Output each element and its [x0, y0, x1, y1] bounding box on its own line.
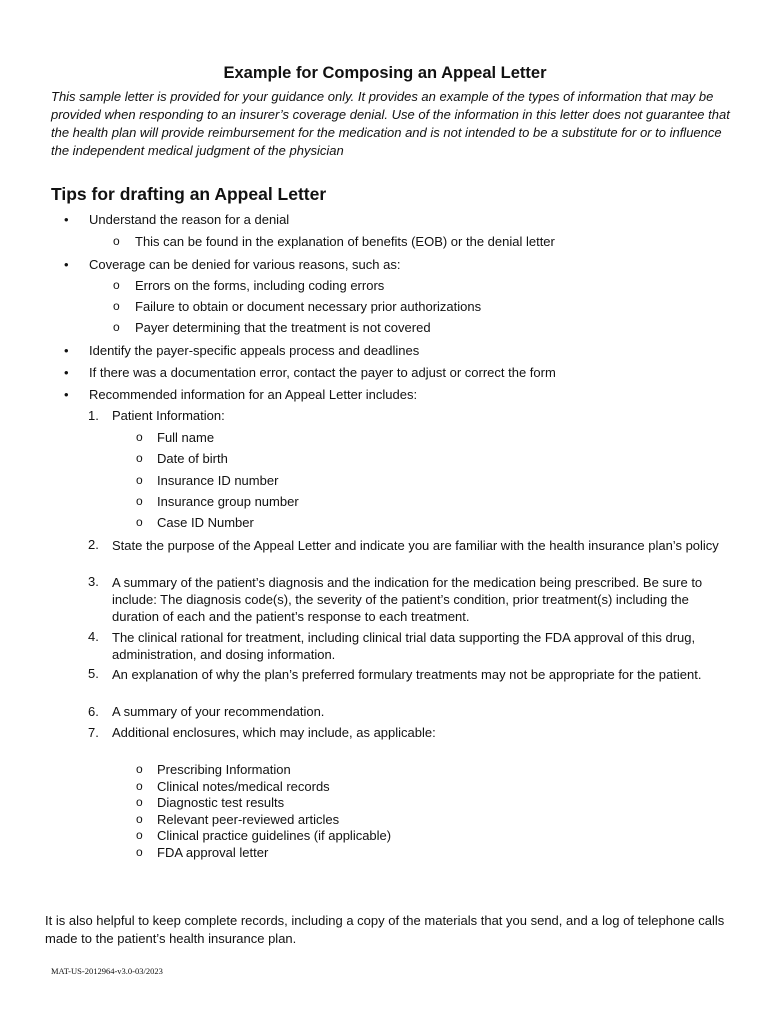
patient-info-item: Insurance group number: [157, 494, 299, 509]
sub-bullet-icon: o: [136, 430, 143, 444]
sub-bullet-icon: o: [136, 795, 143, 809]
numbered-item: Patient Information:: [112, 408, 225, 423]
sub-bullet-icon: o: [136, 845, 143, 859]
sub-bullet-icon: o: [113, 234, 120, 248]
list-number: 1.: [88, 408, 99, 423]
sub-bullet-icon: o: [136, 779, 143, 793]
tip-sub-item: Errors on the forms, including coding errors: [135, 278, 385, 293]
patient-info-item: Insurance ID number: [157, 473, 279, 488]
sub-bullet-icon: o: [136, 812, 143, 826]
list-number: 5.: [88, 666, 99, 681]
enclosure-item: Relevant peer-reviewed articles: [157, 812, 340, 827]
enclosure-item: Prescribing Information: [157, 762, 291, 777]
tip-sub-item: Payer determining that the treatment is not covered: [135, 320, 431, 335]
bullet-icon: •: [64, 365, 69, 380]
enclosure-item: Diagnostic test results: [157, 795, 285, 810]
tips-heading: Tips for drafting an Appeal Letter: [51, 184, 327, 204]
sub-bullet-icon: o: [113, 320, 120, 334]
numbered-item: The clinical rational for treatment, including clinical trial data supporting the FDA approval of this drug, administration, and dosing information.: [112, 630, 696, 662]
sub-bullet-icon: o: [113, 299, 120, 313]
tip-item: If there was a documentation error, contact the payer to adjust or correct the form: [89, 365, 556, 380]
tip-item: Identify the payer-specific appeals process and deadlines: [89, 343, 420, 358]
disclaimer-paragraph: This sample letter is provided for your guidance only. It provides an example of the types of information that may be provided when responding to an insurer’s coverage denial. Use of the information in this letter does not guarantee that the health plan will provide reimbursement for the medication and is not intended to be a substitute for or to influence the independent medical judgment of the physician: [51, 89, 730, 158]
numbered-item: Additional enclosures, which may include, as applicable:: [112, 725, 436, 740]
numbered-item: An explanation of why the plan’s preferred formulary treatments may not be appropriate for the patient.: [112, 667, 702, 682]
patient-info-item: Date of birth: [157, 451, 228, 466]
list-number: 7.: [88, 725, 99, 740]
numbered-item: A summary of your recommendation.: [112, 704, 325, 719]
numbered-item: A summary of the patient’s diagnosis and the indication for the medication being prescribed. Be sure to include: The diagnosis code(s), the severity of the patient’s condition, prior treatment(s) including the duration of each and the patient’s response to each treatment.: [112, 575, 703, 624]
list-number: 6.: [88, 704, 99, 719]
tip-item: Recommended information for an Appeal Letter includes:: [89, 387, 418, 402]
sub-bullet-icon: o: [113, 278, 120, 292]
bullet-icon: •: [64, 257, 69, 272]
patient-info-item: Full name: [157, 430, 215, 445]
sub-bullet-icon: o: [136, 828, 143, 842]
enclosure-item: FDA approval letter: [157, 845, 269, 860]
list-number: 2.: [88, 537, 99, 552]
document-title: Example for Composing an Appeal Letter: [223, 64, 547, 82]
sub-bullet-icon: o: [136, 515, 143, 529]
sub-bullet-icon: o: [136, 762, 143, 776]
numbered-item: State the purpose of the Appeal Letter and indicate you are familiar with the health insurance plan’s policy: [112, 538, 719, 553]
bullet-icon: •: [64, 343, 69, 358]
bullet-icon: •: [64, 212, 69, 227]
tip-item: Coverage can be denied for various reasons, such as:: [89, 257, 401, 272]
sub-bullet-icon: o: [136, 494, 143, 508]
document-code: MAT-US-2012964-v3.0-03/2023: [51, 966, 163, 976]
bullet-icon: •: [64, 387, 69, 402]
tip-sub-item: This can be found in the explanation of benefits (EOB) or the denial letter: [135, 234, 555, 249]
sub-bullet-icon: o: [136, 473, 143, 487]
tip-item: Understand the reason for a denial: [89, 212, 290, 227]
closing-paragraph: It is also helpful to keep complete records, including a copy of the materials that you send, and a log of telephone calls made to the patient’s health insurance plan.: [45, 913, 725, 946]
list-number: 3.: [88, 574, 99, 589]
enclosure-item: Clinical notes/medical records: [157, 779, 330, 794]
patient-info-item: Case ID Number: [157, 515, 254, 530]
list-number: 4.: [88, 629, 99, 644]
enclosure-item: Clinical practice guidelines (if applicable): [157, 828, 392, 843]
tip-sub-item: Failure to obtain or document necessary prior authorizations: [135, 299, 482, 314]
sub-bullet-icon: o: [136, 451, 143, 465]
